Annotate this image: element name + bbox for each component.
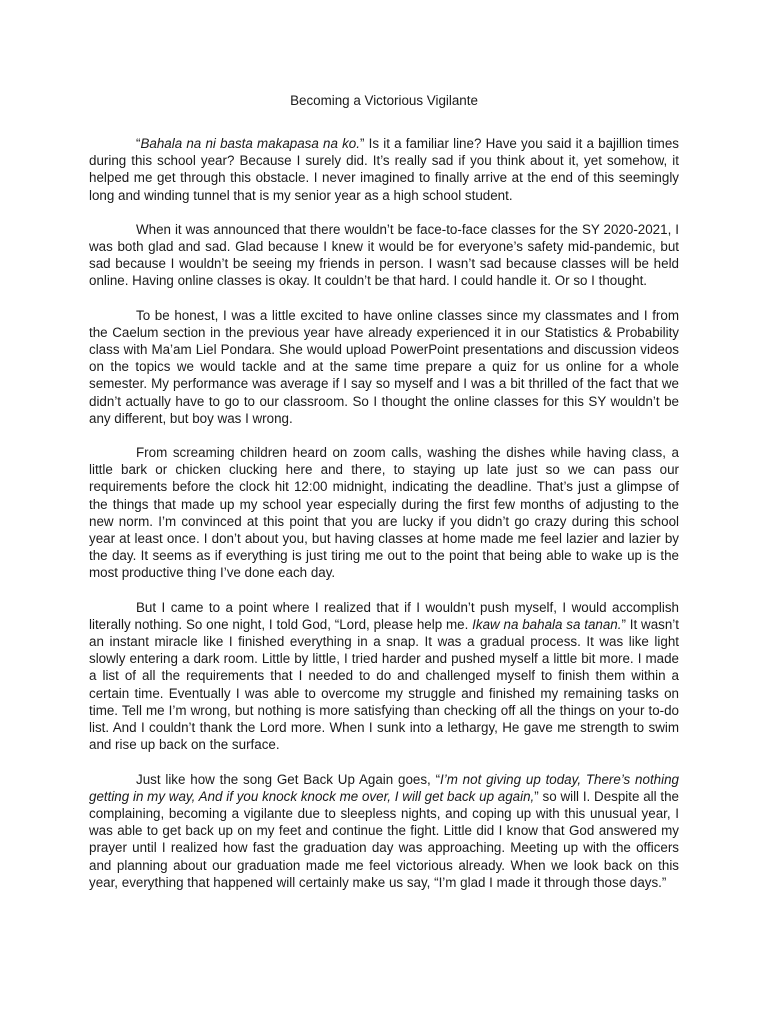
text-run: To be honest, I was a little excited to have online classes since my classmates and I from the Caelum section in the previous year have already experienced it in our Statistics & Probability class with Ma’am Liel Pondara. She would upload PowerPoint presentations and discussion videos on the topics we would tackle and at the same time prepare a quiz for us online for a whole semester. My performance was average if I say so myself and I was a bit thrilled of the fact that we didn’t actually have to go to our classroom. So I thought the online classes for this SY wouldn’t be any different, but boy was I wrong. — [89, 307, 679, 426]
text-run: Just like how the song Get Back Up Again goes, “ — [136, 771, 441, 787]
paragraph — [89, 221, 679, 290]
text-run: But I came to a point where I realized that if I wouldn’t push myself, I would accomplish literally nothing. So one night, I told God, “Lord, please help me. — [89, 599, 679, 632]
text-run: ” so will I. Despite all the complaining, becoming a vigilante due to sleepless nights, and coping up with this unusual year, I was able to get back up on my feet and continue the fight. Little did I know that God answered my prayer until I realized how fast the graduation day was approaching. Meeting up with the officers and planning about our graduation made me feel victorious already. When we look back on this year, everything that happened will certainly make us say, “I’m glad I made it through those days.” — [89, 788, 680, 890]
text-run: ” It wasn’t an instant miracle like I finished everything in a snap. It was a gradual process. It was like light slowly entering a dark room. Little by little, I tried harder and pushed myself a little bit more. I made a list of all the requirements that I needed to do and challenged myself to finish them within a certain time. Eventually I was able to overcome my struggle and finished my remaining tasks on time. Tell me I’m wrong, but nothing is more satisfying than checking off all the things on your to-do list. And I couldn’t thank the Lord more. When I sunk into a lethargy, He gave me strength to swim and rise up back on the surface. — [89, 616, 679, 753]
text-run: From screaming children heard on zoom calls, washing the dishes while having class, a little bark or chicken clucking here and there, to staying up late just so we can pass our requirements before the clock hit 12:00 midnight, indicating the deadline. That’s just a glimpse of the things that made up my school year especially during the first few months of adjusting to the new norm. I’m convinced at this point that you are lucky if you didn’t go crazy during this school year at least once. I don’t about you, but having classes at home made me feel lazier and lazier by the day. It seems as if everything is just tiring me out to the point that being able to wake up is the most productive thing I’ve done each day. — [89, 445, 679, 581]
paragraph — [89, 135, 679, 204]
italic-text-run: I’m not giving up today, There’s nothing getting in my way, And if you knock knock me over, I will get back up again, — [89, 771, 679, 804]
text-run: When it was announced that there wouldn’t be face-to-face classes for the SY 2020-2021, I was both glad and sad. Glad because I knew it would be for everyone’s safety mid-pandemic, but sad because I wouldn’t be seeing my friends in person. I wasn’t sad because classes will be held online. Having online classes is okay. It couldn’t be that hard. I could handle it. Or so I thought. — [89, 221, 679, 289]
document-body — [89, 135, 679, 891]
italic-text-run: Ikaw na bahala sa tanan. — [472, 616, 622, 632]
document-title: Becoming a Victorious Vigilante — [290, 93, 478, 108]
italic-text-run: Bahala na ni basta makapasa na ko. — [140, 136, 360, 151]
paragraph — [89, 599, 679, 754]
paragraph — [89, 771, 679, 891]
paragraph — [89, 307, 679, 427]
paragraph — [89, 444, 679, 582]
text-run: “ — [136, 136, 141, 151]
text-run: ” Is it a familiar line? Have you said it a bajillion times during this school year? Because I surely did. It’s really sad if you think about it, yet somehow, it helped me get through this obstacle. I never imagined to finally arrive at the end of this seemingly long and winding tunnel that is my senior year as a high school student. — [89, 136, 679, 203]
